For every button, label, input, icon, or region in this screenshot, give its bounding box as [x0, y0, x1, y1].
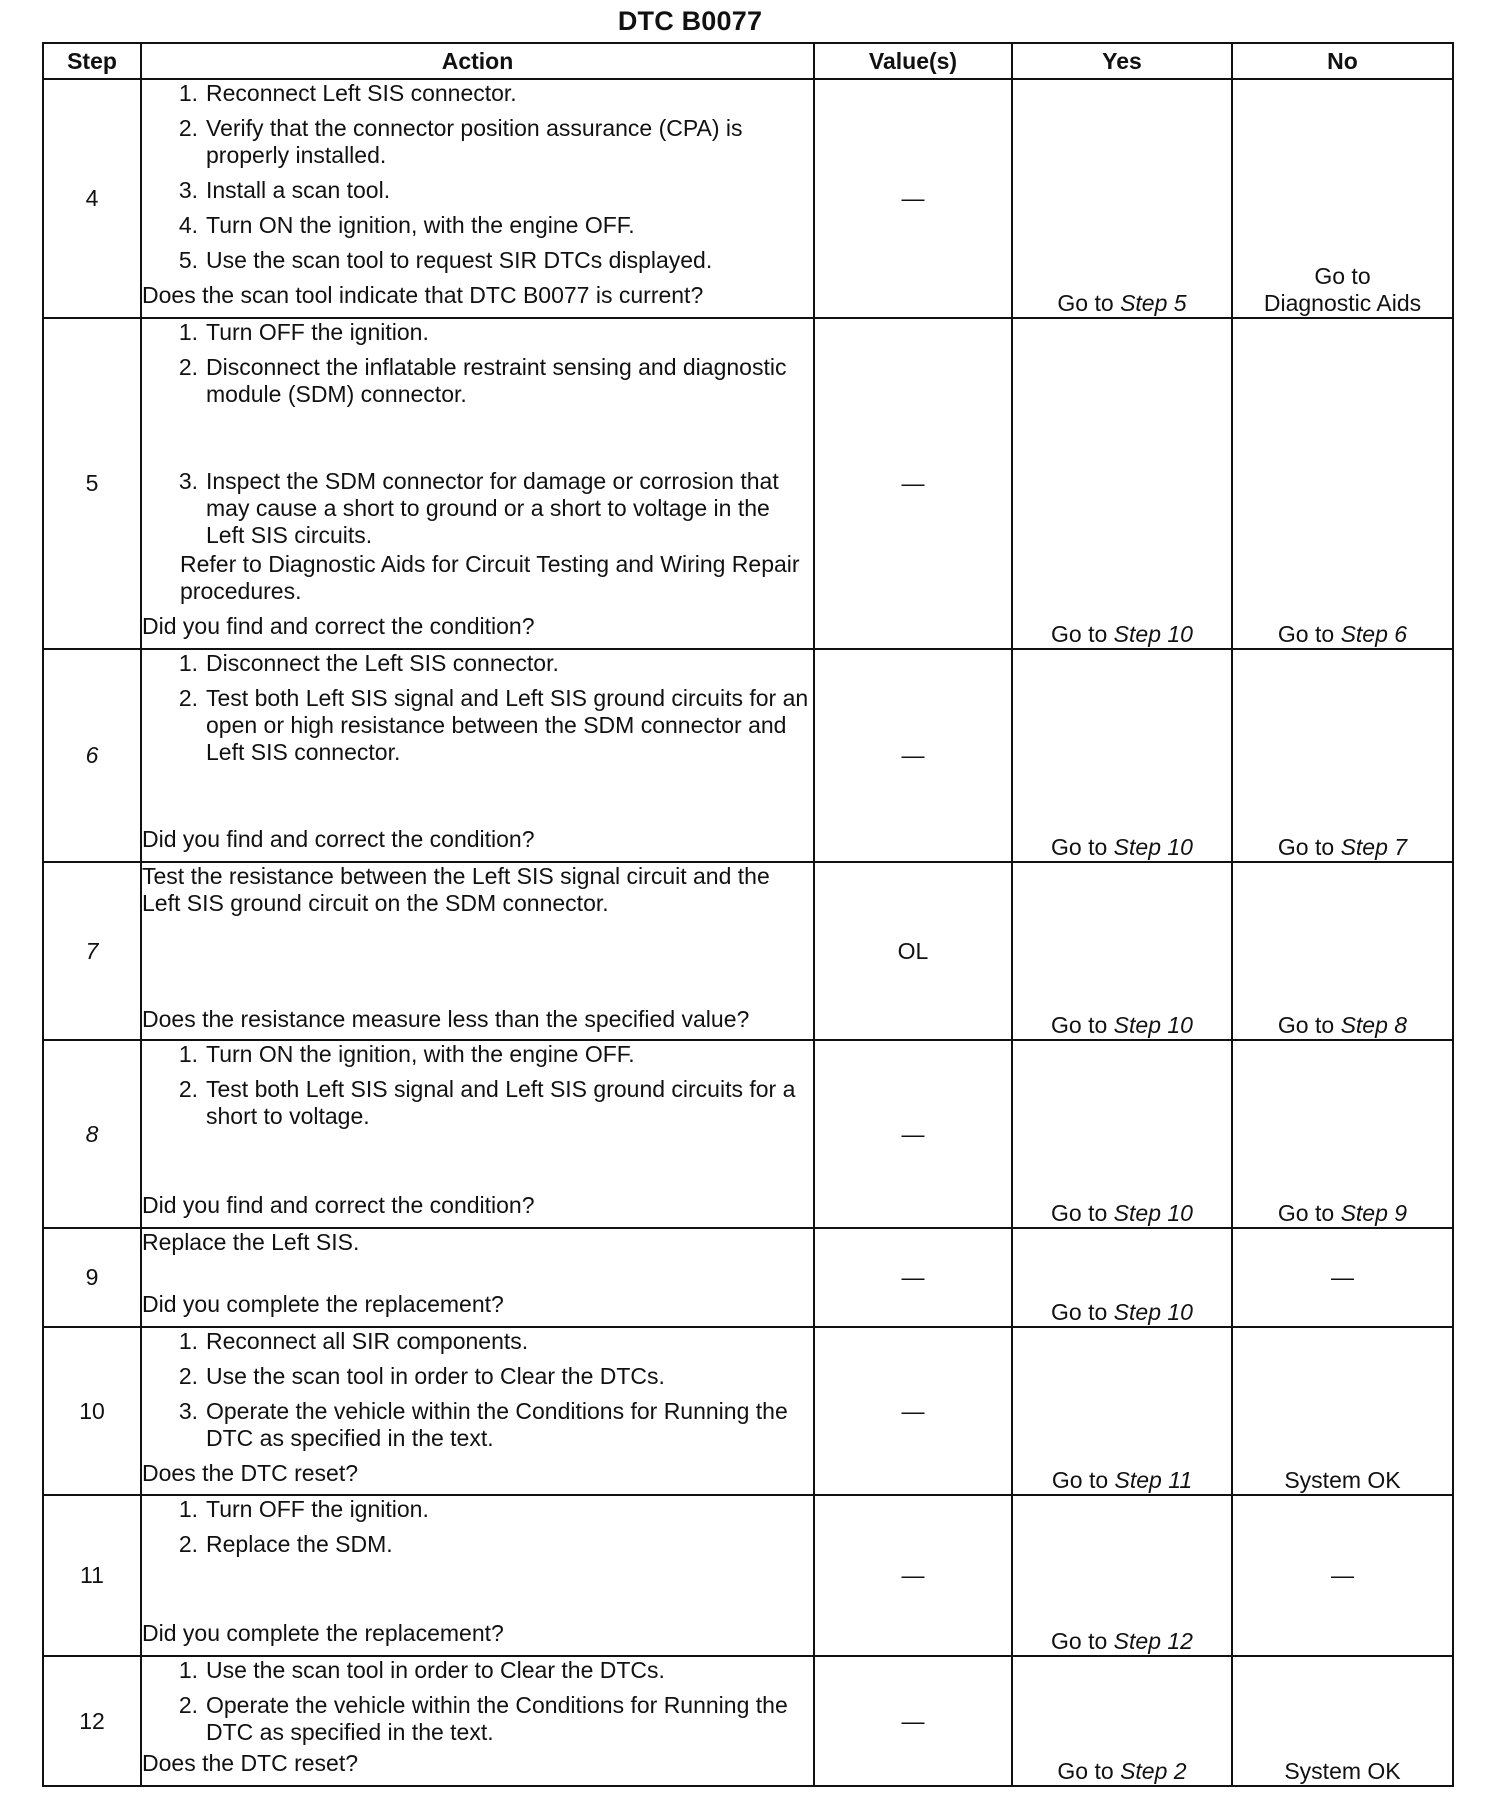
list-item: 1. Disconnect the Left SIS connector. [178, 650, 559, 676]
header-values: Value(s) [814, 43, 1012, 79]
table-row [43, 1656, 1453, 1786]
list-item: 4. Turn ON the ignition, with the engine OFF. [178, 212, 635, 238]
yes-cell: Go to Step 2 [1012, 1656, 1232, 1786]
action-question: Did you complete the replacement? [142, 1620, 504, 1646]
list-item: 2. Use the scan tool in order to Clear the DTCs. [178, 1363, 665, 1389]
yes-cell: Go to Step 10 [1012, 649, 1232, 862]
action-list [142, 1657, 813, 1748]
step-number: 7 [43, 862, 141, 1040]
table-row [43, 1040, 1453, 1228]
yes-cell: Go to Step 10 [1012, 1040, 1232, 1228]
list-item: 1. Turn ON the ignition, with the engine OFF. [178, 1041, 635, 1067]
list-item: 3. Inspect the SDM connector for damage or corrosion that may cause a short to ground or a short to voltage in the Left SIS circuits. [178, 468, 779, 548]
action-cell [141, 1040, 814, 1228]
yes-cell: Go to Step 10 [1012, 318, 1232, 649]
yes-cell: Go to Step 5 [1012, 79, 1232, 318]
value-cell: — [814, 1040, 1012, 1228]
list-item: 2. Verify that the connector position assurance (CPA) is properly installed. [178, 115, 743, 168]
value-cell: — [814, 649, 1012, 862]
list-item: 2. Replace the SDM. [178, 1531, 393, 1557]
action-list [142, 80, 813, 282]
action-list [142, 1328, 813, 1460]
action-cell [141, 318, 814, 649]
action-note: Refer to Diagnostic Aids for Circuit Testing and Wiring Repair procedures. [180, 551, 800, 604]
action-list [142, 319, 813, 551]
action-list [142, 650, 813, 774]
action-cell [141, 862, 814, 1040]
header-yes: Yes [1012, 43, 1232, 79]
step-number: 4 [43, 79, 141, 318]
no-cell: Go to Step 6 [1232, 318, 1453, 649]
step-number: 8 [43, 1040, 141, 1228]
value-cell: — [814, 1228, 1012, 1327]
step-number: 9 [43, 1228, 141, 1327]
list-item: 2. Test both Left SIS signal and Left SIS ground circuits for an open or high resistance between the SDM connector and Left SIS connector. [178, 685, 809, 765]
value-cell: — [814, 79, 1012, 318]
action-cell [141, 1656, 814, 1786]
table-row [43, 79, 1453, 318]
no-cell: System OK [1232, 1656, 1453, 1786]
no-cell: — [1232, 1495, 1453, 1656]
list-item: 1. Reconnect all SIR components. [178, 1328, 529, 1354]
header-no: No [1232, 43, 1453, 79]
value-cell: — [814, 318, 1012, 649]
no-cell: Go to Diagnostic Aids [1232, 79, 1453, 318]
value-cell: — [814, 1327, 1012, 1495]
step-number: 12 [43, 1656, 141, 1786]
action-cell [141, 1327, 814, 1495]
list-item: 2. Test both Left SIS signal and Left SIS ground circuits for a short to voltage. [178, 1076, 796, 1129]
step-number: 11 [43, 1495, 141, 1656]
list-item: 2. Operate the vehicle within the Conditions for Running the DTC as specified in the text. [178, 1692, 788, 1745]
header-step: Step [43, 43, 141, 79]
yes-cell: Go to Step 12 [1012, 1495, 1232, 1656]
header-action: Action [141, 43, 814, 79]
no-cell: System OK [1232, 1327, 1453, 1495]
value-cell: — [814, 1495, 1012, 1656]
action-cell [141, 1228, 814, 1327]
yes-cell: Go to Step 11 [1012, 1327, 1232, 1495]
table-row [43, 1495, 1453, 1656]
table-row [43, 1327, 1453, 1495]
action-cell [141, 1495, 814, 1656]
value-cell: — [814, 1656, 1012, 1786]
list-item: 2. Disconnect the inflatable restraint sensing and diagnostic module (SDM) connector. [178, 354, 787, 407]
action-question: Did you find and correct the condition? [142, 613, 535, 639]
header-row [43, 43, 1453, 79]
step-number: 6 [43, 649, 141, 862]
table-row [43, 318, 1453, 649]
action-question: Does the DTC reset? [142, 1460, 359, 1486]
list-item: 1. Turn OFF the ignition. [178, 319, 429, 345]
action-question: Does the DTC reset? [142, 1750, 359, 1776]
action-question: Does the scan tool indicate that DTC B0077 is current? [142, 282, 704, 308]
step-number: 5 [43, 318, 141, 649]
yes-cell: Go to Step 10 [1012, 1228, 1232, 1327]
action-cell [141, 649, 814, 862]
list-item: 5. Use the scan tool to request SIR DTCs displayed. [178, 247, 713, 273]
list-item: 1. Use the scan tool in order to Clear the DTCs. [178, 1657, 665, 1683]
page-title: DTC B0077 [617, 6, 763, 36]
action-text: Test the resistance between the Left SIS signal circuit and the Left SIS ground circuit on the SDM connector. [142, 863, 770, 916]
no-cell: Go to Step 7 [1232, 649, 1453, 862]
list-item: 3. Operate the vehicle within the Conditions for Running the DTC as specified in the text. [178, 1398, 788, 1451]
list-item: 1. Turn OFF the ignition. [178, 1496, 429, 1522]
no-cell: — [1232, 1228, 1453, 1327]
action-list [142, 1496, 813, 1566]
table-row [43, 649, 1453, 862]
table-row [43, 862, 1453, 1040]
list-item: 1. Reconnect Left SIS connector. [178, 80, 517, 106]
action-text: Replace the Left SIS. [142, 1229, 360, 1255]
value-cell: OL [814, 862, 1012, 1040]
table-row [43, 1228, 1453, 1327]
action-list [142, 1041, 813, 1138]
yes-cell: Go to Step 10 [1012, 862, 1232, 1040]
list-item: 3. Install a scan tool. [178, 177, 391, 203]
dtc-table [42, 42, 1454, 1787]
action-question: Did you find and correct the condition? [142, 1192, 535, 1218]
action-cell [141, 79, 814, 318]
action-question: Does the resistance measure less than the specified value? [142, 1006, 750, 1032]
no-cell: Go to Step 9 [1232, 1040, 1453, 1228]
no-cell: Go to Step 8 [1232, 862, 1453, 1040]
action-question: Did you find and correct the condition? [142, 826, 535, 852]
step-number: 10 [43, 1327, 141, 1495]
action-question: Did you complete the replacement? [142, 1291, 504, 1317]
